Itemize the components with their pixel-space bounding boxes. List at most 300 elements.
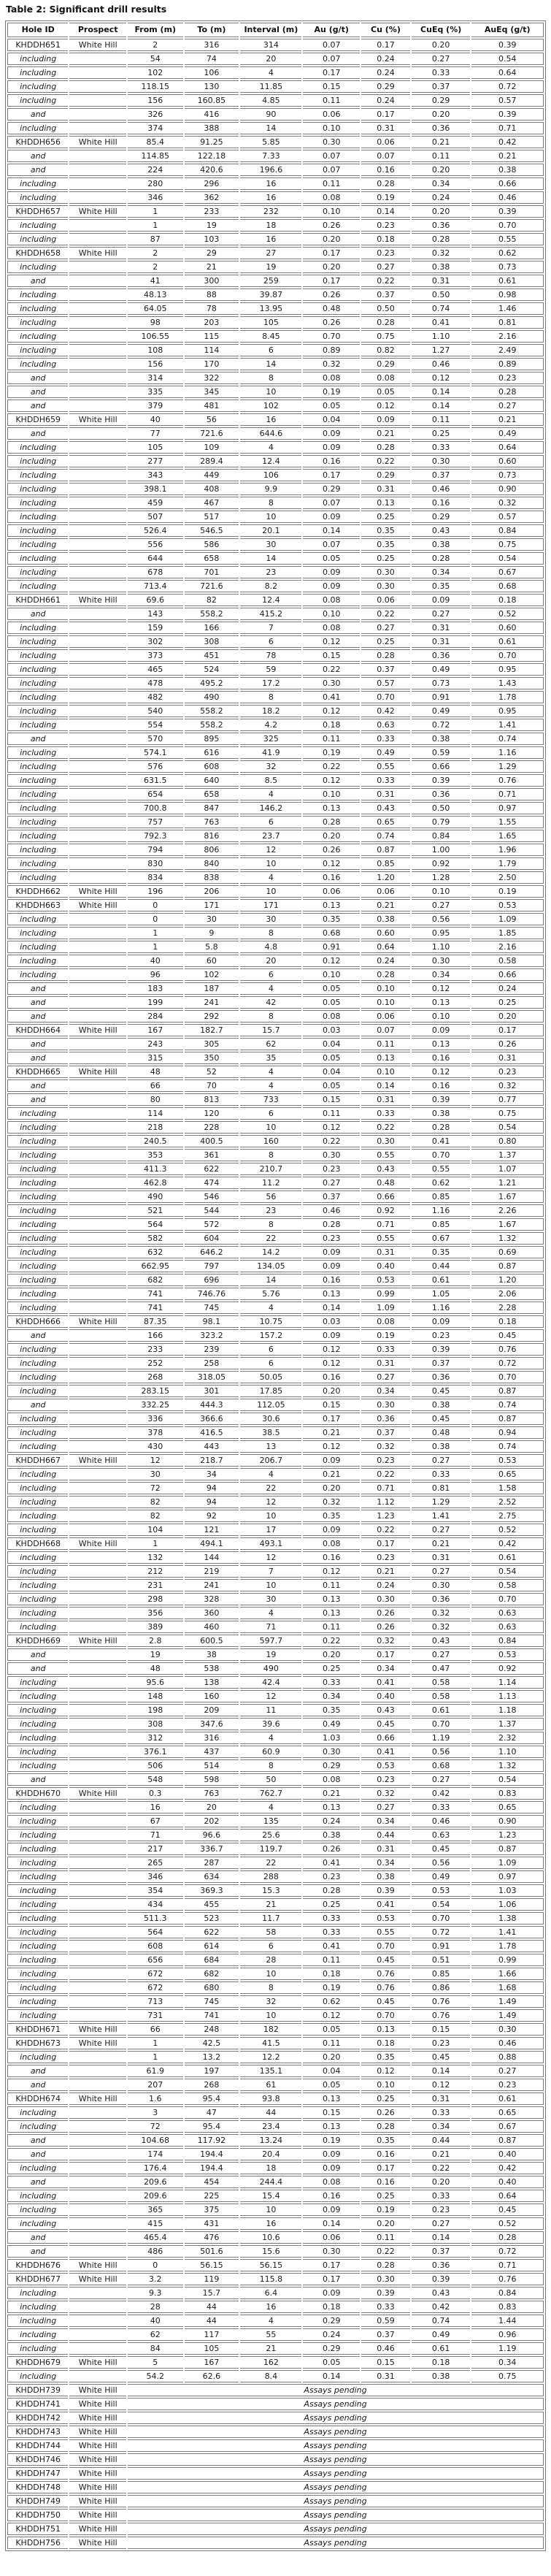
cell-interval: 20 xyxy=(240,955,301,967)
cell-cu: 0.26 xyxy=(361,1607,410,1619)
cell-hole-id: including xyxy=(7,844,68,856)
cell-interval: 11.2 xyxy=(240,1177,301,1189)
cell-cu: 0.34 xyxy=(361,1857,410,1869)
cell-au: 0.10 xyxy=(303,205,360,218)
cell-interval: 35 xyxy=(240,1052,301,1064)
cell-prospect xyxy=(69,2217,126,2230)
cell-cueq: 0.63 xyxy=(412,1829,471,1841)
sub-interval-row xyxy=(7,1870,544,1883)
cell-cu: 0.33 xyxy=(361,1107,410,1120)
cell-to: 420.6 xyxy=(185,164,239,176)
cell-to: 680 xyxy=(185,1981,239,1994)
cell-cu: 0.36 xyxy=(361,1413,410,1425)
cell-hole-id: and xyxy=(7,608,68,620)
cell-aueq: 0.25 xyxy=(471,996,544,1009)
cell-to: 78 xyxy=(185,302,239,315)
cell-interval: 12 xyxy=(240,1690,301,1702)
cell-hole-id: including xyxy=(7,635,68,648)
sub-interval-row xyxy=(7,1052,544,1064)
cell-cueq: 0.59 xyxy=(412,746,471,759)
sub-interval-row xyxy=(7,1343,544,1356)
cell-interval: 8 xyxy=(240,927,301,939)
cell-to: 42.5 xyxy=(185,2037,239,2049)
cell-aueq: 0.39 xyxy=(471,39,544,51)
cell-from: 118.15 xyxy=(128,80,182,93)
cell-cueq: 1.27 xyxy=(412,344,471,356)
cell-to: 586 xyxy=(185,538,239,551)
cell-aueq: 0.54 xyxy=(471,552,544,565)
cell-interval: 8.2 xyxy=(240,580,301,592)
cell-cueq: 0.70 xyxy=(412,1718,471,1730)
cell-from: 156 xyxy=(128,358,182,370)
cell-from: 40 xyxy=(128,413,182,426)
cell-au: 0.03 xyxy=(303,1024,360,1036)
sub-interval-row xyxy=(7,1607,544,1619)
cell-interval: 78 xyxy=(240,649,301,662)
cell-hole-id: including xyxy=(7,316,68,329)
sub-interval-row xyxy=(7,302,544,315)
table-body xyxy=(7,39,544,2549)
cell-prospect xyxy=(69,1718,126,1730)
column-header-3: To (m) xyxy=(185,23,239,37)
cell-hole-id: KHDDH677 xyxy=(7,2273,68,2285)
cell-to: 119 xyxy=(185,2273,239,2285)
cell-au: 0.22 xyxy=(303,760,360,773)
sub-interval-row xyxy=(7,1579,544,1591)
cell-to: 115 xyxy=(185,330,239,343)
cell-interval: 18 xyxy=(240,2162,301,2174)
cell-au: 0.12 xyxy=(303,1440,360,1453)
cell-cu: 0.06 xyxy=(361,885,410,898)
cell-prospect xyxy=(69,1565,126,1578)
cell-au: 0.41 xyxy=(303,1940,360,1952)
cell-cu: 0.39 xyxy=(361,2287,410,2299)
cell-to: 218.7 xyxy=(185,1454,239,1467)
cell-from: 0.3 xyxy=(128,1787,182,1800)
cell-hole-id: including xyxy=(7,2162,68,2174)
cell-to: 34 xyxy=(185,1468,239,1480)
cell-to: 9 xyxy=(185,927,239,939)
cell-aueq: 0.75 xyxy=(471,538,544,551)
cell-aueq: 0.70 xyxy=(471,1593,544,1605)
cell-interval: 22 xyxy=(240,1857,301,1869)
cell-prospect: White Hill xyxy=(69,205,126,218)
cell-hole-id: including xyxy=(7,566,68,578)
cell-aueq: 0.42 xyxy=(471,2162,544,2174)
sub-interval-row xyxy=(7,1496,544,1508)
cell-cueq: 1.19 xyxy=(412,1732,471,1744)
cell-interval: 56.15 xyxy=(240,2259,301,2271)
cell-cu: 0.38 xyxy=(361,1870,410,1883)
cell-prospect xyxy=(69,2162,126,2174)
cell-from: 336 xyxy=(128,1413,182,1425)
cell-to: 696 xyxy=(185,1274,239,1286)
cell-interval: 7.33 xyxy=(240,150,301,162)
cell-cueq: 1.41 xyxy=(412,1510,471,1522)
sub-interval-row xyxy=(7,830,544,842)
cell-from: 346 xyxy=(128,1870,182,1883)
sub-interval-row xyxy=(7,1135,544,1147)
cell-cueq: 0.50 xyxy=(412,802,471,814)
cell-au: 0.46 xyxy=(303,1204,360,1217)
cell-aueq: 0.64 xyxy=(471,2190,544,2202)
cell-cu: 0.71 xyxy=(361,1218,410,1231)
cell-aueq: 0.87 xyxy=(471,1385,544,1397)
cell-aueq: 0.64 xyxy=(471,441,544,454)
cell-interval: 12 xyxy=(240,1551,301,1564)
drill-results-grid xyxy=(6,21,545,2550)
cell-to: 170 xyxy=(185,358,239,370)
cell-cu: 0.14 xyxy=(361,1079,410,1092)
cell-prospect xyxy=(69,1246,126,1258)
cell-aueq: 0.97 xyxy=(471,1870,544,1883)
cell-interval: 112.05 xyxy=(240,1399,301,1411)
sub-interval-row xyxy=(7,233,544,245)
cell-cueq: 0.20 xyxy=(412,2176,471,2188)
cell-to: 604 xyxy=(185,1232,239,1245)
cell-au: 0.20 xyxy=(303,830,360,842)
cell-aueq: 0.38 xyxy=(471,164,544,176)
cell-prospect xyxy=(69,649,126,662)
pending-row xyxy=(7,2537,544,2549)
cell-prospect xyxy=(69,1371,126,1383)
cell-from: 343 xyxy=(128,469,182,481)
cell-prospect xyxy=(69,1593,126,1605)
cell-cu: 0.26 xyxy=(361,2106,410,2119)
cell-aueq: 1.49 xyxy=(471,1995,544,2008)
cell-cu: 0.41 xyxy=(361,1746,410,1758)
cell-aueq: 1.85 xyxy=(471,927,544,939)
cell-prospect: White Hill xyxy=(69,2384,126,2396)
cell-aueq: 0.18 xyxy=(471,1315,544,1328)
cell-from: 830 xyxy=(128,857,182,870)
cell-au: 0.19 xyxy=(303,386,360,398)
cell-prospect: White Hill xyxy=(69,413,126,426)
cell-prospect: White Hill xyxy=(69,136,126,148)
cell-prospect xyxy=(69,2176,126,2188)
cell-interval: 244.4 xyxy=(240,2176,301,2188)
cell-hole-id: including xyxy=(7,1870,68,1883)
cell-from: 82 xyxy=(128,1510,182,1522)
cell-to: 70 xyxy=(185,1079,239,1092)
cell-to: 523 xyxy=(185,1912,239,1925)
cell-au: 0.10 xyxy=(303,788,360,800)
cell-cueq: 0.45 xyxy=(412,1385,471,1397)
cell-prospect xyxy=(69,1413,126,1425)
cell-prospect xyxy=(69,53,126,65)
cell-au: 0.12 xyxy=(303,955,360,967)
sub-interval-row xyxy=(7,1926,544,1938)
cell-from: 217 xyxy=(128,1843,182,1855)
cell-aueq: 0.21 xyxy=(471,150,544,162)
cell-from: 87.35 xyxy=(128,1315,182,1328)
cell-aueq: 0.70 xyxy=(471,219,544,232)
cell-aueq: 0.54 xyxy=(471,1121,544,1134)
cell-to: 44 xyxy=(185,2301,239,2313)
cell-cu: 0.22 xyxy=(361,275,410,287)
cell-from: 556 xyxy=(128,538,182,551)
cell-au: 0.12 xyxy=(303,1121,360,1134)
column-header-5: Au (g/t) xyxy=(303,23,360,37)
cell-to: 375 xyxy=(185,2204,239,2216)
cell-cueq: 0.12 xyxy=(412,372,471,384)
cell-cu: 0.44 xyxy=(361,1829,410,1841)
cell-cu: 0.21 xyxy=(361,899,410,911)
cell-to: 219 xyxy=(185,1565,239,1578)
cell-from: 114.85 xyxy=(128,150,182,162)
cell-interval: 162 xyxy=(240,2356,301,2369)
cell-hole-id: including xyxy=(7,2204,68,2216)
cell-aueq: 0.65 xyxy=(471,1801,544,1813)
cell-au: 0.30 xyxy=(303,677,360,689)
sub-interval-row xyxy=(7,330,544,343)
cell-hole-id: including xyxy=(7,2342,68,2355)
cell-hole-id: and xyxy=(7,1329,68,1342)
cell-interval: 7 xyxy=(240,622,301,634)
cell-aueq: 1.16 xyxy=(471,746,544,759)
cell-au: 0.26 xyxy=(303,1843,360,1855)
cell-prospect xyxy=(69,913,126,925)
cell-prospect: White Hill xyxy=(69,2023,126,2036)
cell-cueq: 0.31 xyxy=(412,2092,471,2105)
sub-interval-row xyxy=(7,649,544,662)
cell-au: 0.26 xyxy=(303,288,360,301)
cell-hole-id: including xyxy=(7,1843,68,1855)
sub-interval-row xyxy=(7,1857,544,1869)
cell-interval: 8.4 xyxy=(240,2370,301,2382)
cell-au: 0.06 xyxy=(303,2231,360,2244)
drill-results-table xyxy=(5,20,546,2551)
cell-to: 658 xyxy=(185,552,239,565)
cell-from: 199 xyxy=(128,996,182,1009)
cell-prospect xyxy=(69,1690,126,1702)
cell-aueq: 0.54 xyxy=(471,1565,544,1578)
cell-from: 682 xyxy=(128,1274,182,1286)
cell-prospect xyxy=(69,719,126,731)
cell-cueq: 0.43 xyxy=(412,2287,471,2299)
cell-prospect xyxy=(69,1884,126,1897)
cell-to: 600.5 xyxy=(185,1635,239,1647)
cell-hole-id: including xyxy=(7,1190,68,1203)
cell-interval: 6 xyxy=(240,635,301,648)
cell-to: 328 xyxy=(185,1593,239,1605)
cell-prospect xyxy=(69,608,126,620)
cell-au: 0.08 xyxy=(303,2176,360,2188)
cell-interval: 32 xyxy=(240,1995,301,2008)
cell-from: 315 xyxy=(128,1052,182,1064)
cell-to: 74 xyxy=(185,53,239,65)
cell-interval: 493.1 xyxy=(240,1537,301,1550)
cell-to: 138 xyxy=(185,1676,239,1689)
cell-cueq: 0.32 xyxy=(412,247,471,259)
cell-prospect xyxy=(69,1551,126,1564)
cell-interval: 58 xyxy=(240,1926,301,1938)
cell-cueq: 0.10 xyxy=(412,1010,471,1023)
cell-prospect xyxy=(69,219,126,232)
cell-from: 490 xyxy=(128,1190,182,1203)
cell-cu: 0.40 xyxy=(361,1260,410,1272)
cell-interval: 12.2 xyxy=(240,2051,301,2063)
cell-cueq: 0.13 xyxy=(412,1038,471,1050)
sub-interval-row xyxy=(7,1468,544,1480)
cell-cueq: 0.44 xyxy=(412,1260,471,1272)
cell-to: 287 xyxy=(185,1857,239,1869)
cell-cueq: 0.23 xyxy=(412,2204,471,2216)
cell-interval: 12.4 xyxy=(240,455,301,467)
cell-interval: 415.2 xyxy=(240,608,301,620)
cell-hole-id: KHDDH671 xyxy=(7,2023,68,2036)
cell-interval: 25.6 xyxy=(240,1829,301,1841)
sub-interval-row xyxy=(7,1565,544,1578)
cell-interval: 12 xyxy=(240,844,301,856)
hole-row xyxy=(7,2037,544,2049)
sub-interval-row xyxy=(7,1954,544,1966)
cell-prospect xyxy=(69,1135,126,1147)
cell-from: 243 xyxy=(128,1038,182,1050)
cell-from: 207 xyxy=(128,2079,182,2091)
cell-aueq: 1.67 xyxy=(471,1218,544,1231)
cell-from: 564 xyxy=(128,1218,182,1231)
cell-from: 176.4 xyxy=(128,2162,182,2174)
cell-to: 721.6 xyxy=(185,580,239,592)
sub-interval-row xyxy=(7,2120,544,2133)
cell-au: 0.49 xyxy=(303,1718,360,1730)
cell-au: 0.16 xyxy=(303,1551,360,1564)
sub-interval-row xyxy=(7,691,544,703)
cell-interval: 14 xyxy=(240,552,301,565)
cell-cueq: 0.34 xyxy=(412,968,471,981)
cell-interval: 18 xyxy=(240,219,301,232)
sub-interval-row xyxy=(7,1204,544,1217)
cell-cueq: 0.09 xyxy=(412,594,471,606)
cell-au: 0.18 xyxy=(303,2301,360,2313)
cell-interval: 4 xyxy=(240,982,301,995)
hole-row xyxy=(7,885,544,898)
cell-from: 48 xyxy=(128,1066,182,1078)
cell-cueq: 0.31 xyxy=(412,1551,471,1564)
cell-from: 632 xyxy=(128,1246,182,1258)
cell-to: 501.6 xyxy=(185,2245,239,2258)
cell-from: 298 xyxy=(128,1593,182,1605)
cell-interval: 4 xyxy=(240,788,301,800)
sub-interval-row xyxy=(7,2328,544,2341)
cell-to: 160.85 xyxy=(185,94,239,107)
cell-from: 794 xyxy=(128,844,182,856)
cell-interval: 10 xyxy=(240,885,301,898)
cell-prospect xyxy=(69,524,126,537)
cell-from: 224 xyxy=(128,164,182,176)
cell-from: 608 xyxy=(128,1940,182,1952)
sub-interval-row xyxy=(7,1759,544,1772)
cell-aueq: 0.27 xyxy=(471,2065,544,2077)
cell-from: 540 xyxy=(128,705,182,717)
sub-interval-row xyxy=(7,122,544,134)
sub-interval-row xyxy=(7,1704,544,1716)
cell-cueq: 0.31 xyxy=(412,622,471,634)
cell-hole-id: KHDDH756 xyxy=(7,2537,68,2549)
sub-interval-row xyxy=(7,2231,544,2244)
column-header-2: From (m) xyxy=(128,23,182,37)
cell-au: 0.19 xyxy=(303,2134,360,2147)
hole-row xyxy=(7,1066,544,1078)
cell-interval: 27 xyxy=(240,247,301,259)
cell-au: 0.21 xyxy=(303,1426,360,1439)
cell-aueq: 1.06 xyxy=(471,1898,544,1911)
cell-from: 1.6 xyxy=(128,2092,182,2105)
cell-to: 558.2 xyxy=(185,608,239,620)
cell-au: 0.26 xyxy=(303,219,360,232)
cell-prospect xyxy=(69,1510,126,1522)
cell-cu: 0.31 xyxy=(361,1246,410,1258)
cell-cu: 0.49 xyxy=(361,746,410,759)
cell-cueq: 0.12 xyxy=(412,982,471,995)
cell-prospect xyxy=(69,1801,126,1813)
cell-interval: 55 xyxy=(240,2328,301,2341)
sub-interval-row xyxy=(7,219,544,232)
cell-cueq: 0.76 xyxy=(412,2009,471,2022)
cell-prospect xyxy=(69,1288,126,1300)
cell-hole-id: including xyxy=(7,955,68,967)
cell-cueq: 1.10 xyxy=(412,941,471,953)
cell-cueq: 0.16 xyxy=(412,1052,471,1064)
sub-interval-row xyxy=(7,844,544,856)
cell-au: 0.15 xyxy=(303,1399,360,1411)
table-title: Table 2: Significant drill results xyxy=(6,4,167,15)
sub-interval-row xyxy=(7,80,544,93)
cell-cu: 0.70 xyxy=(361,691,410,703)
cell-interval: 71 xyxy=(240,1621,301,1633)
sub-interval-row xyxy=(7,760,544,773)
cell-cu: 0.65 xyxy=(361,816,410,828)
cell-from: 434 xyxy=(128,1898,182,1911)
sub-interval-row xyxy=(7,316,544,329)
cell-interval: 17.2 xyxy=(240,677,301,689)
cell-prospect xyxy=(69,344,126,356)
cell-au: 0.12 xyxy=(303,2009,360,2022)
cell-to: 443 xyxy=(185,1440,239,1453)
sub-interval-row xyxy=(7,1551,544,1564)
cell-prospect xyxy=(69,1732,126,1744)
cell-to: 258 xyxy=(185,1357,239,1369)
cell-cueq: 0.28 xyxy=(412,552,471,565)
cell-hole-id: and xyxy=(7,400,68,412)
cell-cu: 0.18 xyxy=(361,233,410,245)
cell-hole-id: KHDDH747 xyxy=(7,2467,68,2480)
cell-from: 156 xyxy=(128,94,182,107)
cell-cu: 0.24 xyxy=(361,66,410,79)
cell-cueq: 0.39 xyxy=(412,2273,471,2285)
cell-prospect xyxy=(69,844,126,856)
cell-au: 0.13 xyxy=(303,899,360,911)
cell-aueq: 1.09 xyxy=(471,1857,544,1869)
cell-au: 0.32 xyxy=(303,1496,360,1508)
cell-au: 0.05 xyxy=(303,552,360,565)
cell-aueq: 0.46 xyxy=(471,191,544,204)
cell-cueq: 0.86 xyxy=(412,1981,471,1994)
column-header-0: Hole ID xyxy=(7,23,68,37)
cell-interval: 8 xyxy=(240,691,301,703)
cell-hole-id: including xyxy=(7,1482,68,1494)
cell-cu: 0.21 xyxy=(361,427,410,440)
cell-hole-id: including xyxy=(7,1371,68,1383)
cell-hole-id: and xyxy=(7,1648,68,1661)
cell-cueq: 0.37 xyxy=(412,2245,471,2258)
cell-prospect xyxy=(69,2231,126,2244)
cell-to: 233 xyxy=(185,205,239,218)
cell-prospect xyxy=(69,1399,126,1411)
cell-cu: 0.17 xyxy=(361,1648,410,1661)
cell-hole-id: including xyxy=(7,1857,68,1869)
